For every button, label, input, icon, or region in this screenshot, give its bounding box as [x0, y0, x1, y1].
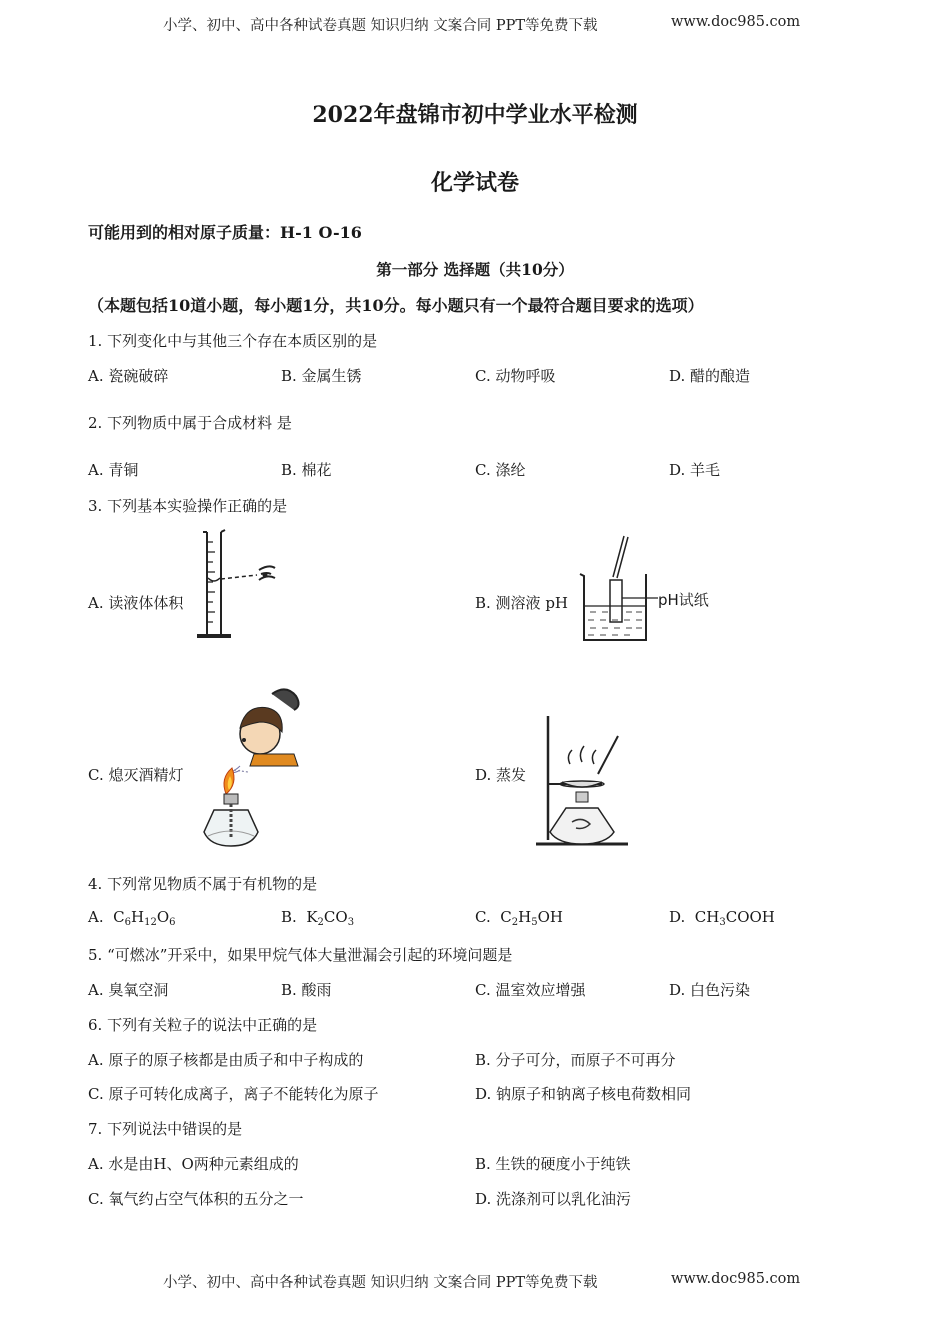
formula-subscript: 6	[124, 917, 131, 928]
option-letter: C.	[475, 908, 501, 926]
formula-text: K	[306, 908, 318, 926]
q7-option-c[interactable]: C. 氧气约占空气体积的五分之一	[88, 1190, 304, 1208]
question-2-stem: 2. 下列物质中属于合成材料 是	[88, 414, 292, 432]
q6-option-d[interactable]: D. 钠原子和钠离子核电荷数相同	[475, 1085, 692, 1103]
section-title: 第一部分 选择题（共10分）	[376, 260, 574, 279]
q2-option-a[interactable]: A. 青铜	[88, 461, 139, 479]
header-site-link[interactable]: www.doc985.com	[671, 14, 801, 30]
formula-text: O	[156, 908, 170, 926]
q4-option-c[interactable]	[475, 908, 563, 928]
q1-option-c[interactable]: C. 动物呼吸	[475, 367, 556, 385]
q7-option-a[interactable]: A. 水是由H、O两种元素组成的	[88, 1155, 299, 1173]
formula-text: H	[518, 908, 532, 926]
formula-text: C	[500, 908, 512, 926]
formula-text: OH	[537, 908, 563, 926]
q2-option-c[interactable]: C. 涤纶	[475, 461, 526, 479]
q1-option-a[interactable]: A. 瓷碗破碎	[88, 367, 169, 385]
q4-option-b[interactable]	[281, 908, 354, 928]
page-subtitle: 化学试卷	[430, 170, 519, 196]
q1-option-d[interactable]: D. 醋的酿造	[669, 367, 751, 385]
q5-option-b[interactable]: B. 酸雨	[281, 981, 332, 999]
ph-paper-label: pH试纸	[658, 591, 709, 609]
formula-subscript: 6	[169, 917, 176, 928]
page-title: 2022年盘锦市初中学业水平检测	[312, 102, 638, 128]
header-banner: 小学、初中、高中各种试卷真题 知识归纳 文案合同 PPT等免费下载	[163, 18, 598, 34]
option-letter: D.	[669, 908, 695, 926]
q2-option-b[interactable]: B. 棉花	[281, 461, 332, 479]
formula-text: CO	[323, 908, 348, 926]
q1-option-b[interactable]: B. 金属生锈	[281, 367, 362, 385]
q2-option-d[interactable]: D. 羊毛	[669, 461, 721, 479]
q6-option-b[interactable]: B. 分子可分，而原子不可再分	[475, 1051, 676, 1069]
q5-option-a[interactable]: A. 臭氧空洞	[88, 981, 169, 999]
question-7-stem: 7. 下列说法中错误的是	[88, 1120, 243, 1138]
q6-option-c[interactable]: C. 原子可转化成离子，离子不能转化为原子	[88, 1085, 379, 1103]
q3-option-b[interactable]: B. 测溶液 pH	[475, 594, 569, 612]
q5-option-c[interactable]: C. 温室效应增强	[475, 981, 586, 999]
question-1-stem: 1. 下列变化中与其他三个存在本质区别的是	[88, 332, 378, 350]
q3-option-c[interactable]: C. 熄灭酒精灯	[88, 766, 184, 784]
formula-subscript: 2	[511, 917, 519, 928]
formula-subscript: 3	[719, 917, 726, 928]
footer-site-link[interactable]: www.doc985.com	[671, 1271, 801, 1287]
q3-option-a[interactable]: A. 读液体体积	[88, 594, 184, 612]
question-5-stem: 5. “可燃冰”开采中，如果甲烷气体大量泄漏会引起的环境问题是	[88, 946, 513, 964]
q7-option-d[interactable]: D. 洗涤剂可以乳化油污	[475, 1190, 632, 1208]
question-6-stem: 6. 下列有关粒子的说法中正确的是	[88, 1016, 318, 1034]
formula-subscript: 3	[347, 917, 355, 928]
q4-option-d[interactable]	[669, 908, 775, 928]
q5-option-d[interactable]: D. 白色污染	[669, 981, 751, 999]
question-3-stem: 3. 下列基本实验操作正确的是	[88, 497, 288, 515]
figure-evaporation	[532, 712, 632, 852]
formula-subscript: 2	[317, 917, 324, 928]
formula-subscript: 5	[531, 917, 538, 928]
atomic-mass-note: 可能用到的相对原子质量：H-1 O-16	[88, 223, 362, 242]
footer-banner: 小学、初中、高中各种试卷真题 知识归纳 文案合同 PPT等免费下载	[163, 1275, 598, 1291]
formula-text: COOH	[725, 908, 775, 926]
q3-option-d[interactable]: D. 蒸发	[475, 766, 527, 784]
formula-text: CH	[694, 908, 720, 926]
option-letter: B.	[281, 908, 307, 926]
option-letter: A.	[88, 908, 114, 926]
q7-option-b[interactable]: B. 生铁的硬度小于纯铁	[475, 1155, 631, 1173]
formula-text: C	[113, 908, 125, 926]
formula-subscript: 12	[144, 917, 157, 928]
question-4-stem: 4. 下列常见物质不属于有机物的是	[88, 875, 318, 893]
section-note: （本题包括10道小题，每小题1分，共10分。每小题只有一个最符合题目要求的选项）	[88, 296, 704, 315]
q6-option-a[interactable]: A. 原子的原子核都是由质子和中子构成的	[88, 1051, 364, 1069]
q4-option-a[interactable]	[88, 908, 176, 928]
formula-text: H	[131, 908, 145, 926]
figure-graduated-cylinder	[195, 528, 285, 643]
figure-ph-test	[576, 532, 666, 644]
figure-blow-out-lamp	[198, 686, 310, 852]
